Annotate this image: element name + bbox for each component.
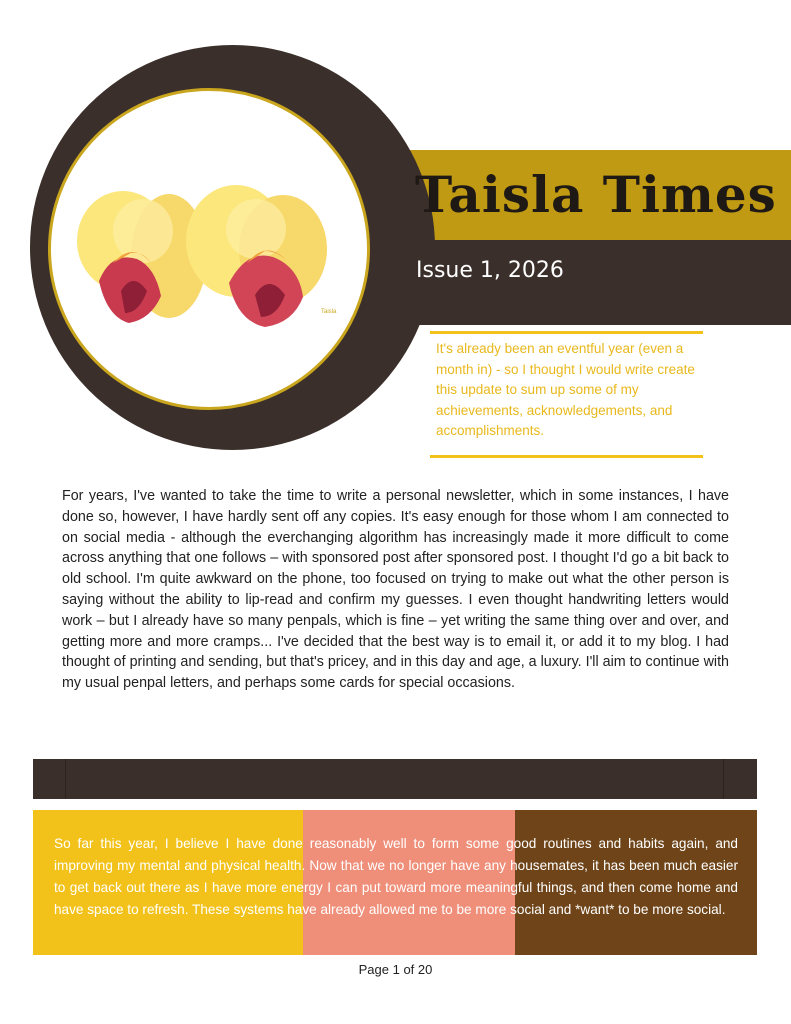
intro-text: It's already been an eventful year (even a month in) - so I thought I would write create this update to sum up some of my achievements, acknowledgements, and accomplishments. — [436, 341, 695, 438]
color-strip-section — [33, 810, 757, 955]
page-number: Page 1 of 20 — [358, 962, 433, 977]
intro-callout — [430, 331, 703, 458]
strip-paragraph: So far this year, I believe I have done reasonably well to form some good routines and habits again, and improving my mental and physical health. Now that we no longer have any housemates, it has been much easier to get back out there as I have more energy I can put toward more meaningful things, and then come home and have space to refresh. These systems have already allowed me to be more social and *want* to be more social. — [54, 836, 738, 917]
issue-label: Issue 1, 2026 — [416, 258, 564, 283]
section-divider-bar — [33, 759, 757, 799]
artwork-signature: Taisla — [321, 309, 337, 315]
circle-frame-inner — [48, 88, 370, 410]
newsletter-title: Taisla Times — [415, 165, 777, 224]
sweet-pea-flowers-illustration — [51, 91, 367, 407]
divider-notch — [723, 759, 724, 799]
divider-notch — [65, 759, 66, 799]
body-paragraph: For years, I've wanted to take the time to write a personal newsletter, which in some instances, I have done so, however, I have hardly sent off any copies. It's easy enough for those whom I am connected to on social media - although the everchanging algorithm has increasingly made it more difficult to come across anything that one follows – with sponsored post after sponsored post. I thought I'd go a bit back to old school. I'm quite awkward on the phone, too focused on trying to make out what the other person is saying without the ability to lip-read and confirm my guesses. I even thought handwriting letters would work – but I already have so many penpals, which is fine – yet writing the same thing over and over, and getting more and more cramps... I've decided that the best way is to email it, or add it to my blog. I had thought of printing and sending, but that's pricey, and in this day and age, a luxury. I'll aim to continue with my usual penpal letters, and perhaps some cards for special occasions. — [62, 488, 729, 692]
